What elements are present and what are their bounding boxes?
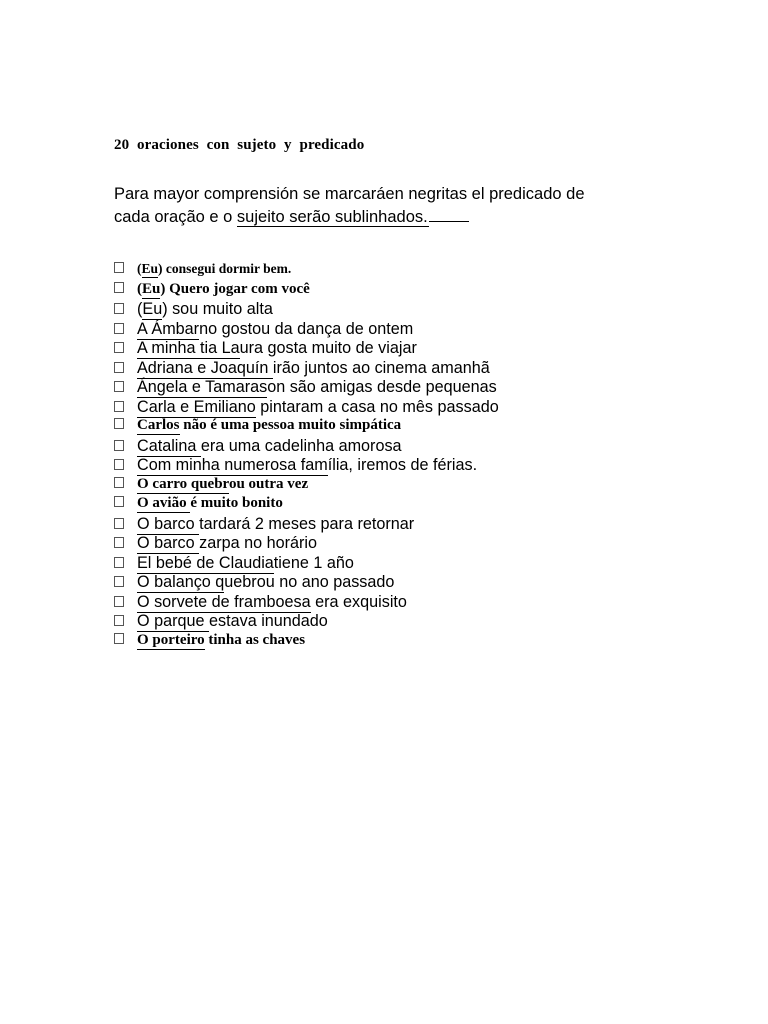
sentence-predicate: estava inundado: [209, 612, 328, 630]
sentence-text: [137, 437, 402, 456]
sentence-text: [137, 612, 328, 631]
sentence-subject: A Ámbar: [137, 319, 200, 338]
list-item: [114, 495, 674, 515]
sentence-text: [137, 300, 273, 319]
sentence-text: [137, 339, 417, 358]
list-item: [114, 515, 674, 535]
list-item: [114, 320, 674, 340]
sentence-predicate: irão juntos ao cinema amanhã: [272, 358, 490, 377]
sentence-text: [137, 417, 401, 434]
list-item: [114, 417, 674, 437]
bullet-box-icon: [114, 596, 124, 607]
sentence-predicate: não é uma pessoa muito simpática: [179, 417, 402, 433]
bullet-box-icon: [114, 440, 124, 451]
sentence-subject: Adriana e Joaquín: [137, 358, 273, 377]
sentence-text: [137, 554, 354, 573]
sentence-text: [137, 573, 394, 592]
sentence-text: [137, 261, 291, 277]
sentence-subject: O barco: [137, 514, 200, 533]
bullet-box-icon: [114, 342, 124, 353]
bullet-box-icon: [114, 537, 124, 548]
sentence-text: [137, 632, 305, 649]
bullet-box-icon: [114, 282, 124, 293]
sentence-close-paren: ): [162, 300, 168, 318]
intro-line-2: [114, 205, 634, 228]
sentence-predicate: no gostou da dança de ontem: [199, 319, 414, 338]
sentence-subject: O barco: [137, 534, 200, 552]
list-item: [114, 573, 674, 593]
sentence-subject: Ángela e Tamaras: [137, 378, 268, 396]
intro-line-2-underlined: sujeito serão sublinhados.: [236, 208, 428, 226]
sentence-subject: Carlos: [137, 417, 180, 433]
sentence-predicate: era uma cadelinha amorosa: [200, 436, 402, 455]
list-item: [114, 632, 674, 652]
sentence-subject: Carla e Emiliano: [137, 397, 256, 416]
sentence-text: [137, 495, 283, 512]
bullet-box-icon: [114, 496, 124, 507]
sentence-subject: A minha tia La: [137, 339, 240, 357]
sentence-open-paren: (: [137, 261, 142, 276]
sentence-open-paren: (: [137, 300, 143, 318]
sentence-predicate: era exquisito: [310, 592, 407, 611]
bullet-box-icon: [114, 576, 124, 587]
list-item: [114, 554, 674, 574]
sentence-text: [137, 593, 407, 612]
list-item: [114, 534, 674, 554]
sentence-predicate: ília, iremos de férias.: [327, 456, 478, 474]
sentence-predicate: consegui dormir bem.: [162, 261, 292, 276]
sentence-subject: O carro quebr: [137, 475, 229, 492]
sentence-subject: Catalina: [137, 436, 201, 455]
sentence-subject: Eu: [141, 261, 159, 276]
sentence-subject: O sorvete de framboesa: [137, 592, 311, 611]
list-item: [114, 261, 674, 281]
sentence-predicate: zarpa no horário: [199, 534, 317, 552]
bullet-box-icon: [114, 362, 124, 373]
sentence-text: [137, 476, 308, 493]
bullet-box-icon: [114, 262, 124, 273]
document-title: 20 oraciones con sujeto y predicado: [114, 137, 365, 153]
sentence-text: [137, 456, 477, 475]
bullet-box-icon: [114, 418, 124, 429]
bullet-box-icon: [114, 633, 124, 644]
list-item: [114, 359, 674, 379]
intro-line-1: Para mayor comprensión se marcaráen negritas el predicado de: [114, 185, 585, 203]
list-item: [114, 437, 674, 457]
list-item: [114, 612, 674, 632]
sentence-predicate: tardará 2 meses para retornar: [199, 514, 415, 533]
sentence-predicate: tiene 1 año: [273, 553, 354, 572]
sentence-predicate: ura gosta muito de viajar: [239, 339, 417, 357]
list-item: [114, 456, 674, 476]
sentence-predicate: sou muito alta: [167, 300, 273, 318]
list-item: [114, 593, 674, 613]
sentence-subject: O avião: [137, 495, 191, 511]
sentence-text: [137, 359, 490, 378]
list-item: [114, 378, 674, 398]
bullet-box-icon: [114, 401, 124, 412]
sentence-predicate: ou outra vez: [228, 475, 309, 492]
sentence-subject: O parque: [137, 612, 209, 630]
sentence-list: [114, 261, 674, 651]
sentence-predicate: tinha as chaves: [204, 631, 306, 648]
sentence-subject: O balanço q: [137, 573, 225, 591]
bullet-box-icon: [114, 477, 124, 488]
list-item: [114, 300, 674, 320]
bullet-box-icon: [114, 381, 124, 392]
bullet-box-icon: [114, 303, 124, 314]
sentence-close-paren: ): [158, 261, 163, 276]
sentence-predicate: on são amigas desde pequenas: [267, 378, 497, 396]
bullet-box-icon: [114, 459, 124, 470]
sentence-text: [137, 320, 413, 339]
list-item: [114, 281, 674, 301]
sentence-subject: El bebé de Claudia: [137, 553, 274, 572]
sentence-text: [137, 281, 310, 298]
sentence-open-paren: (: [137, 280, 142, 297]
sentence-subject: Eu: [142, 280, 161, 297]
sentence-predicate: Quero jogar com você: [165, 280, 310, 297]
sentence-close-paren: ): [160, 280, 166, 297]
underline-tail: [429, 205, 469, 222]
sentence-text: [137, 398, 499, 417]
intro-line-2-prefix: cada oração e o: [114, 208, 237, 226]
list-item: [114, 476, 674, 496]
bullet-box-icon: [114, 323, 124, 334]
sentence-subject: Eu: [142, 300, 163, 318]
bullet-box-icon: [114, 615, 124, 626]
sentence-text: [137, 378, 497, 397]
list-item: [114, 398, 674, 418]
bullet-box-icon: [114, 557, 124, 568]
sentence-text: [137, 534, 317, 553]
bullet-box-icon: [114, 518, 124, 529]
sentence-predicate: uebrou no ano passado: [224, 573, 395, 591]
sentence-subject: O porteiro: [137, 631, 205, 648]
sentence-subject: Com minha numerosa fam: [137, 456, 328, 474]
sentence-predicate: pintaram a casa no mês passado: [255, 397, 499, 416]
intro-paragraph: [114, 184, 634, 228]
list-item: [114, 339, 674, 359]
sentence-text: [137, 515, 414, 534]
sentence-predicate: é muito bonito: [190, 495, 283, 511]
